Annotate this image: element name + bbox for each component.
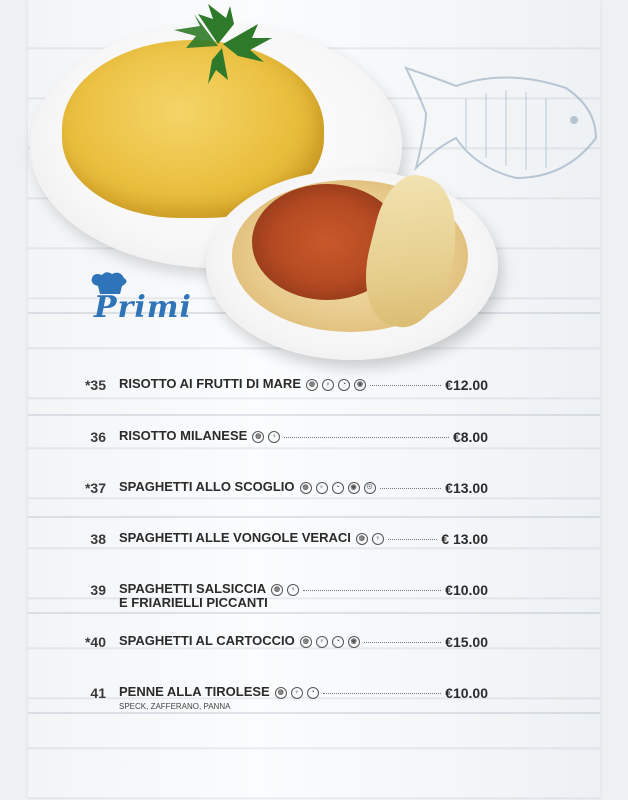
section-title: Primi (94, 290, 192, 325)
item-name (119, 429, 280, 443)
allergen-icons (306, 379, 366, 391)
item-number: *40 (84, 634, 106, 650)
dotted-leader (370, 385, 441, 386)
allergen-icon: ◍ (271, 584, 283, 596)
item-price: €10.00 (445, 685, 488, 701)
allergen-icon: ♀ (316, 636, 328, 648)
allergen-icon: ☉ (364, 482, 376, 494)
allergen-icon: ◔ (332, 482, 344, 494)
allergen-icon: ◔ (338, 379, 350, 391)
item-name-text: RISOTTO MILANESE (119, 428, 248, 443)
allergen-icons (300, 482, 376, 494)
allergen-icon: ◍ (300, 636, 312, 648)
item-price: €15.00 (445, 634, 488, 650)
item-number: 38 (90, 531, 106, 547)
wood-plank-divider (28, 712, 600, 714)
parsley-garnish-icon (168, 4, 278, 84)
allergen-icon: ♀ (372, 533, 384, 545)
item-name-text: PENNE ALLA TIROLESE (119, 684, 270, 699)
wood-plank-divider (28, 516, 600, 518)
section-header (90, 272, 220, 342)
allergen-icons (271, 584, 299, 596)
allergen-icon: ◉ (354, 379, 366, 391)
item-price: €13.00 (445, 480, 488, 496)
item-name (119, 634, 360, 648)
item-name (119, 480, 376, 494)
item-name-text: SPAGHETTI AL CARTOCCIO (119, 633, 295, 648)
wood-plank-divider (28, 414, 600, 416)
item-name (119, 582, 299, 596)
allergen-icon: ♀ (287, 584, 299, 596)
allergen-icon: ♀ (316, 482, 328, 494)
allergen-icon: ◉ (348, 482, 360, 494)
allergen-icon: ♀ (322, 379, 334, 391)
item-number: 39 (90, 582, 106, 598)
item-price: € 13.00 (441, 531, 488, 547)
item-name-text: RISOTTO AI FRUTTI DI MARE (119, 376, 301, 391)
allergen-icon: ♀ (268, 431, 280, 443)
dotted-leader (380, 488, 441, 489)
allergen-icons (252, 431, 280, 443)
dotted-leader (323, 693, 441, 694)
item-price: €12.00 (445, 377, 488, 393)
item-price: €8.00 (452, 429, 488, 445)
allergen-icons (275, 687, 319, 699)
dotted-leader (303, 590, 441, 591)
allergen-icon: ◍ (306, 379, 318, 391)
allergen-icons (356, 533, 384, 545)
allergen-icon: ◍ (252, 431, 264, 443)
item-description: SPECK, ZAFFERANO, PANNA (119, 702, 231, 711)
item-number: *37 (84, 480, 106, 496)
allergen-icon: ♀ (291, 687, 303, 699)
fish-illustration-icon (396, 28, 600, 198)
allergen-icons (300, 636, 360, 648)
item-name-text: SPAGHETTI ALLO SCOGLIO (119, 479, 295, 494)
menu-page (28, 0, 600, 800)
allergen-icon: ◉ (348, 636, 360, 648)
item-name (119, 531, 384, 545)
allergen-icon: ◍ (300, 482, 312, 494)
item-price: €10.00 (445, 582, 488, 598)
allergen-icon: ◔ (332, 636, 344, 648)
item-name-text: SPAGHETTI ALLE VONGOLE VERACI (119, 530, 351, 545)
item-number: *35 (84, 377, 106, 393)
wood-plank-divider (28, 612, 600, 614)
item-name-line2: E FRIARIELLI PICCANTI (119, 595, 268, 610)
dotted-leader (364, 642, 441, 643)
allergen-icon: ◔ (307, 687, 319, 699)
allergen-icon: ◍ (356, 533, 368, 545)
dotted-leader (388, 539, 437, 540)
item-name (119, 377, 366, 391)
item-number: 36 (90, 429, 106, 445)
item-name (119, 685, 319, 699)
allergen-icon: ◍ (275, 687, 287, 699)
item-name-text: SPAGHETTI SALSICCIA (119, 581, 267, 596)
item-number: 41 (90, 685, 106, 701)
dotted-leader (284, 437, 449, 438)
